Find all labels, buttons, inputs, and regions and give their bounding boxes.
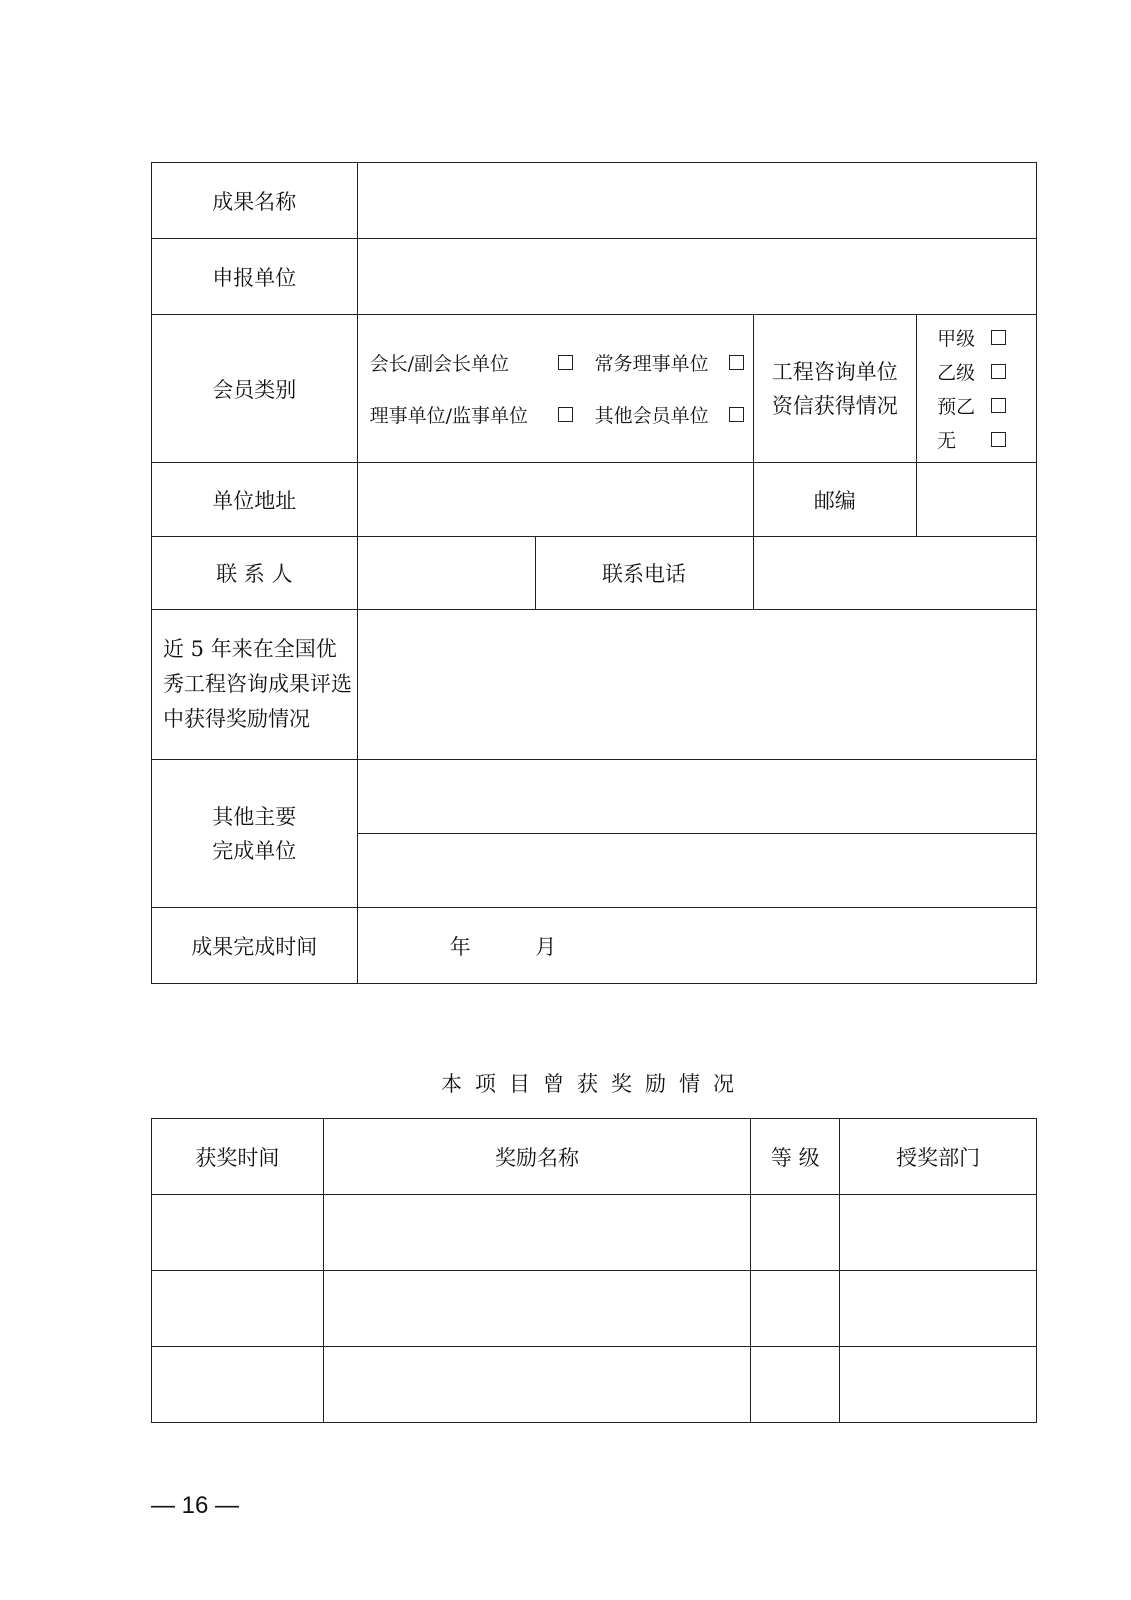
year-label: 年 (449, 934, 471, 959)
other-units-label (152, 760, 358, 908)
member-option-council-checkbox[interactable] (558, 407, 573, 422)
grade-b-label: 乙级 (937, 362, 976, 384)
award-name-header: 奖励名称 (323, 1119, 750, 1195)
award-grade-cell[interactable] (751, 1271, 840, 1347)
address-label: 单位地址 (152, 463, 358, 537)
award-grade-header: 等 级 (751, 1119, 840, 1195)
award-name-cell[interactable] (323, 1195, 750, 1271)
award-name-cell[interactable] (323, 1271, 750, 1347)
member-option-president-label: 会长/副会长单位 (369, 353, 509, 375)
award-issuer-cell[interactable] (840, 1347, 1037, 1423)
table-row (152, 1271, 1037, 1347)
award-issuer-cell[interactable] (840, 1195, 1037, 1271)
contact-field[interactable] (357, 537, 535, 610)
award-issuer-cell[interactable] (840, 1271, 1037, 1347)
member-type-label: 会员类别 (152, 315, 358, 463)
postcode-field[interactable] (917, 463, 1037, 537)
grade-none-label: 无 (937, 430, 957, 452)
qualification-options (917, 315, 1037, 463)
qualification-label (753, 315, 917, 463)
project-name-label: 成果名称 (152, 163, 358, 239)
table-row (152, 1347, 1037, 1423)
award-grade-cell[interactable] (751, 1195, 840, 1271)
award-time-cell[interactable] (152, 1195, 324, 1271)
qualification-label-line1: 工程咨询单位 (771, 359, 898, 384)
table-row (152, 1195, 1037, 1271)
member-option-standing-checkbox[interactable] (729, 355, 744, 370)
member-type-options (357, 315, 753, 463)
grade-pre-b-label: 预乙 (937, 396, 976, 418)
applicant-label: 申报单位 (152, 239, 358, 315)
award-time-cell[interactable] (152, 1271, 324, 1347)
awards-history-field[interactable] (357, 610, 1036, 760)
awards-section-title: 本项目曾获奖励情况 (441, 1072, 747, 1096)
page-number: — 16 — (151, 1492, 240, 1519)
address-field[interactable] (357, 463, 753, 537)
member-option-other-checkbox[interactable] (729, 407, 744, 422)
applicant-field[interactable] (357, 239, 1036, 315)
completion-time-field[interactable] (357, 908, 1036, 984)
qualification-label-line2: 资信获得情况 (771, 393, 898, 418)
member-option-standing-label: 常务理事单位 (594, 353, 709, 375)
award-time-header: 获奖时间 (152, 1119, 324, 1195)
contact-label: 联 系 人 (152, 537, 358, 610)
other-units-label-line2: 完成单位 (212, 838, 297, 863)
award-name-cell[interactable] (323, 1347, 750, 1423)
other-unit-field-1[interactable] (357, 760, 1036, 834)
application-form-table (151, 162, 1037, 984)
phone-label: 联系电话 (535, 537, 753, 610)
grade-a-checkbox[interactable] (991, 330, 1006, 345)
grade-b-checkbox[interactable] (991, 364, 1006, 379)
awards-table (151, 1118, 1037, 1423)
grade-pre-b-checkbox[interactable] (991, 398, 1006, 413)
award-time-cell[interactable] (152, 1347, 324, 1423)
project-name-field[interactable] (357, 163, 1036, 239)
other-units-label-line1: 其他主要 (212, 804, 297, 829)
award-issuer-header: 授奖部门 (840, 1119, 1037, 1195)
phone-field[interactable] (753, 537, 1036, 610)
member-option-president-checkbox[interactable] (558, 355, 573, 370)
award-grade-cell[interactable] (751, 1347, 840, 1423)
grade-none-checkbox[interactable] (991, 432, 1006, 447)
month-label: 月 (535, 934, 557, 959)
member-option-other-label: 其他会员单位 (594, 405, 709, 427)
completion-time-label: 成果完成时间 (152, 908, 358, 984)
postcode-label: 邮编 (753, 463, 917, 537)
awards-history-label: 近 5 年来在全国优秀工程咨询成果评选中获得奖励情况 (152, 610, 358, 760)
other-unit-field-2[interactable] (357, 834, 1036, 908)
member-option-council-label: 理事单位/监事单位 (369, 405, 528, 427)
grade-a-label: 甲级 (937, 328, 976, 350)
